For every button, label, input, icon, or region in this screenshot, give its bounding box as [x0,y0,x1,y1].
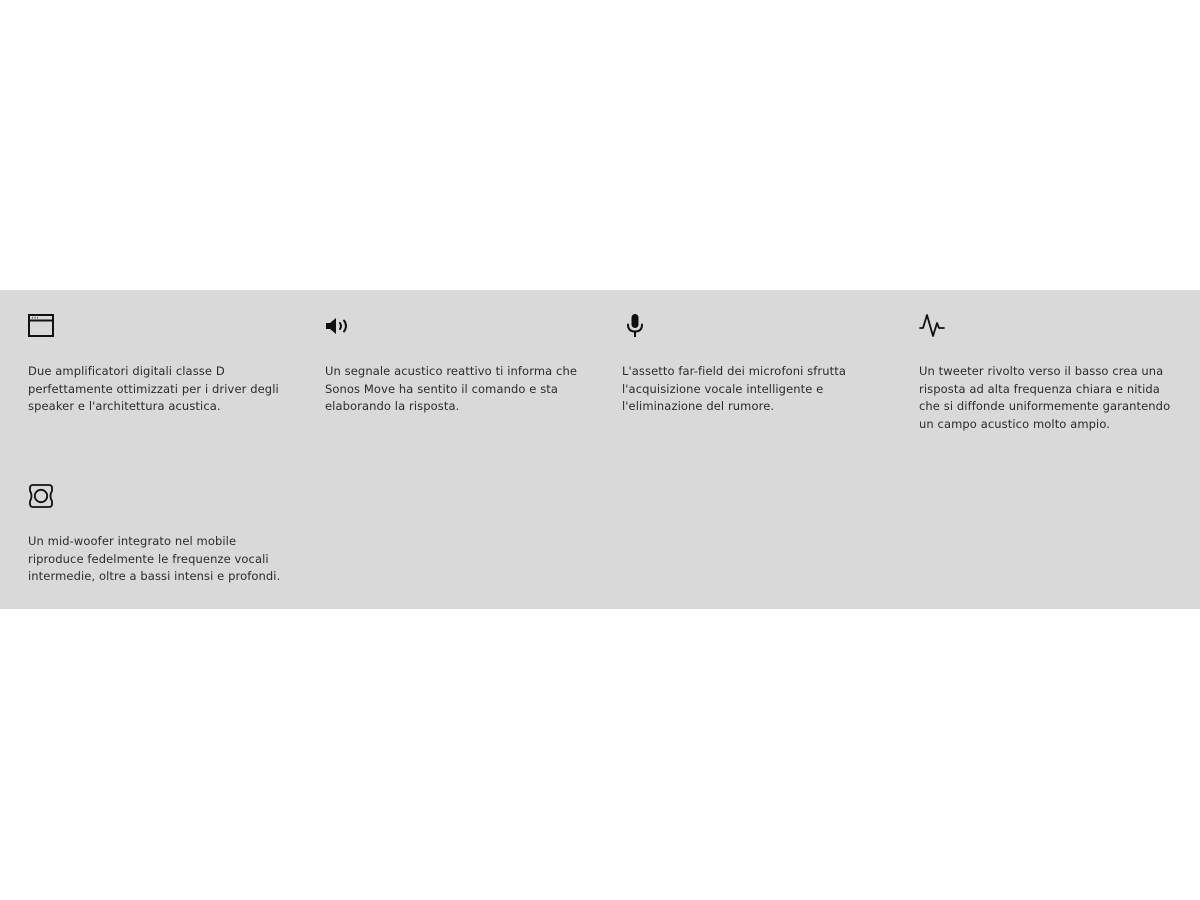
feature-description: Due amplificatori digitali classe D perfettamente ottimizzati per i driver degli speaker e l'architettura acustica. [28,364,279,414]
feature-description: L'assetto far-field dei microfoni sfrutta l'acquisizione vocale intelligente e l'eliminazione del rumore. [622,364,846,414]
amplifier-window-icon [28,313,54,339]
woofer-icon [28,483,54,509]
microphone-icon [622,313,648,339]
feature-description: Un segnale acustico reattivo ti informa che Sonos Move ha sentito il comando e sta elaborando la risposta. [325,364,578,414]
feature-description: Un tweeter rivolto verso il basso crea una risposta ad alta frequenza chiara e nitida che si diffonde uniformemente garantendo un campo acustico molto ampio. [919,364,1171,432]
waveform-icon [919,313,945,339]
feature-description: Un mid-woofer integrato nel mobile riproduce fedelmente le frequenze vocali intermedie, oltre a bassi intensi e profondi. [28,534,281,584]
speaker-volume-icon [325,313,351,339]
features-section [0,290,1200,609]
